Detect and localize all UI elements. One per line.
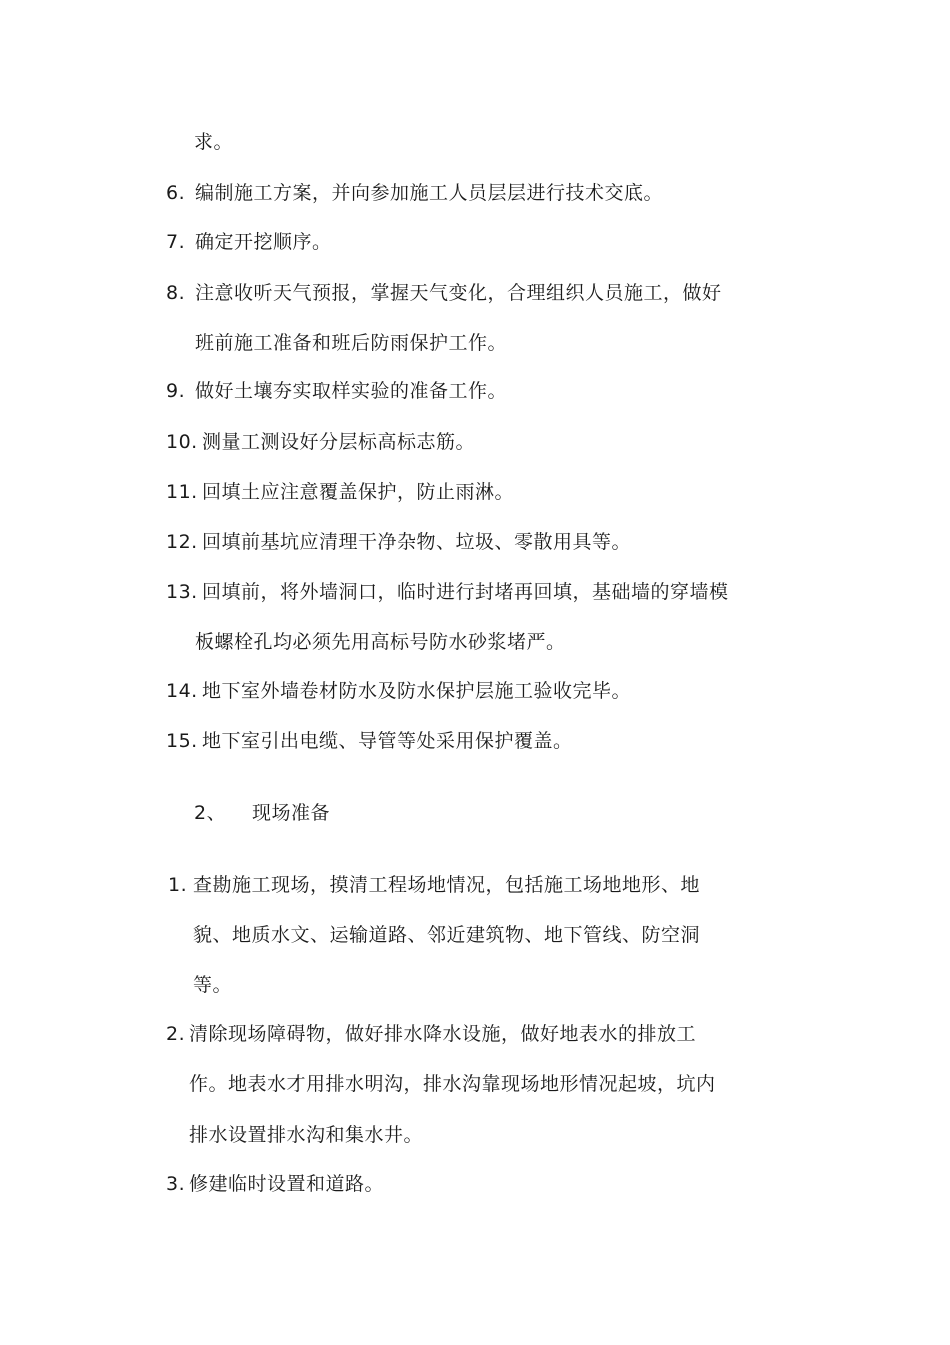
list-item-continuation: 排水设置排水沟和集水井。 (189, 1124, 424, 1146)
list-item-text: 修建临时设置和道路。 (189, 1173, 385, 1195)
list-item-continuation: 作。地表水才用排水明沟，排水沟靠现场地形情况起坡，坑内 (189, 1073, 716, 1095)
list-item-text: 地下室外墙卷材防水及防水保护层施工验收完毕。 (202, 680, 632, 702)
list-item-text: 回填前基坑应清理干净杂物、垃圾、零散用具等。 (202, 531, 632, 553)
list-item (166, 580, 729, 604)
list-item-number: 11. (166, 481, 198, 503)
list-item-continuation: 班前施工准备和班后防雨保护工作。 (195, 332, 508, 354)
list-item (166, 480, 514, 504)
list-item-number: 1. (168, 874, 188, 896)
list-item (166, 679, 631, 703)
list-item-number: 14. (166, 680, 198, 702)
list-item-text: 测量工测设好分层标高标志筋。 (202, 431, 476, 453)
list-item (166, 430, 475, 454)
list-item-continuation: 貌、地质水文、运输道路、邻近建筑物、地下管线、防空洞 (193, 924, 701, 946)
list-item-number: 10. (166, 431, 198, 453)
list-item-continuation: 等。 (193, 974, 233, 996)
list-item-text: 回填前，将外墙洞口，临时进行封堵再回填，基础墙的穿墙模 (202, 581, 729, 603)
list-item-text: 编制施工方案，并向参加施工人员层层进行技术交底。 (195, 182, 664, 204)
list-item-text: 确定开挖顺序。 (195, 231, 332, 253)
continuation-text: 求。 (194, 131, 234, 153)
list-item-text: 清除现场障碍物，做好排水降水设施，做好地表水的排放工 (189, 1023, 697, 1045)
list-item (166, 281, 722, 305)
list-item (168, 873, 700, 897)
list-item-text: 做好土壤夯实取样实验的准备工作。 (195, 380, 508, 402)
list-item-number: 13. (166, 581, 198, 603)
section-title: 现场准备 (252, 802, 331, 824)
list-item (166, 181, 663, 205)
list-item-continuation: 板螺栓孔均必须先用高标号防水砂浆堵严。 (195, 631, 566, 653)
list-item (166, 379, 507, 403)
list-item (166, 1022, 696, 1046)
list-item (166, 230, 332, 254)
list-item-number: 9. (166, 380, 186, 402)
list-item (166, 530, 631, 554)
section-heading (194, 801, 330, 825)
list-item-number: 15. (166, 730, 198, 752)
list-item-number: 8. (166, 282, 186, 304)
list-item (166, 729, 573, 753)
list-item (166, 1172, 384, 1196)
list-item-number: 7. (166, 231, 186, 253)
list-item-number: 6. (166, 182, 186, 204)
list-item-text: 回填土应注意覆盖保护，防止雨淋。 (202, 481, 515, 503)
list-item-text: 查勘施工现场，摸清工程场地情况，包括施工场地地形、地 (193, 874, 701, 896)
list-item-text: 地下室引出电缆、导管等处采用保护覆盖。 (202, 730, 573, 752)
list-item-number: 3. (166, 1173, 186, 1195)
list-item-number: 12. (166, 531, 198, 553)
list-item-number: 2. (166, 1023, 186, 1045)
list-item-text: 注意收听天气预报，掌握天气变化，合理组织人员施工，做好 (195, 282, 722, 304)
section-number: 2、 (194, 802, 227, 824)
